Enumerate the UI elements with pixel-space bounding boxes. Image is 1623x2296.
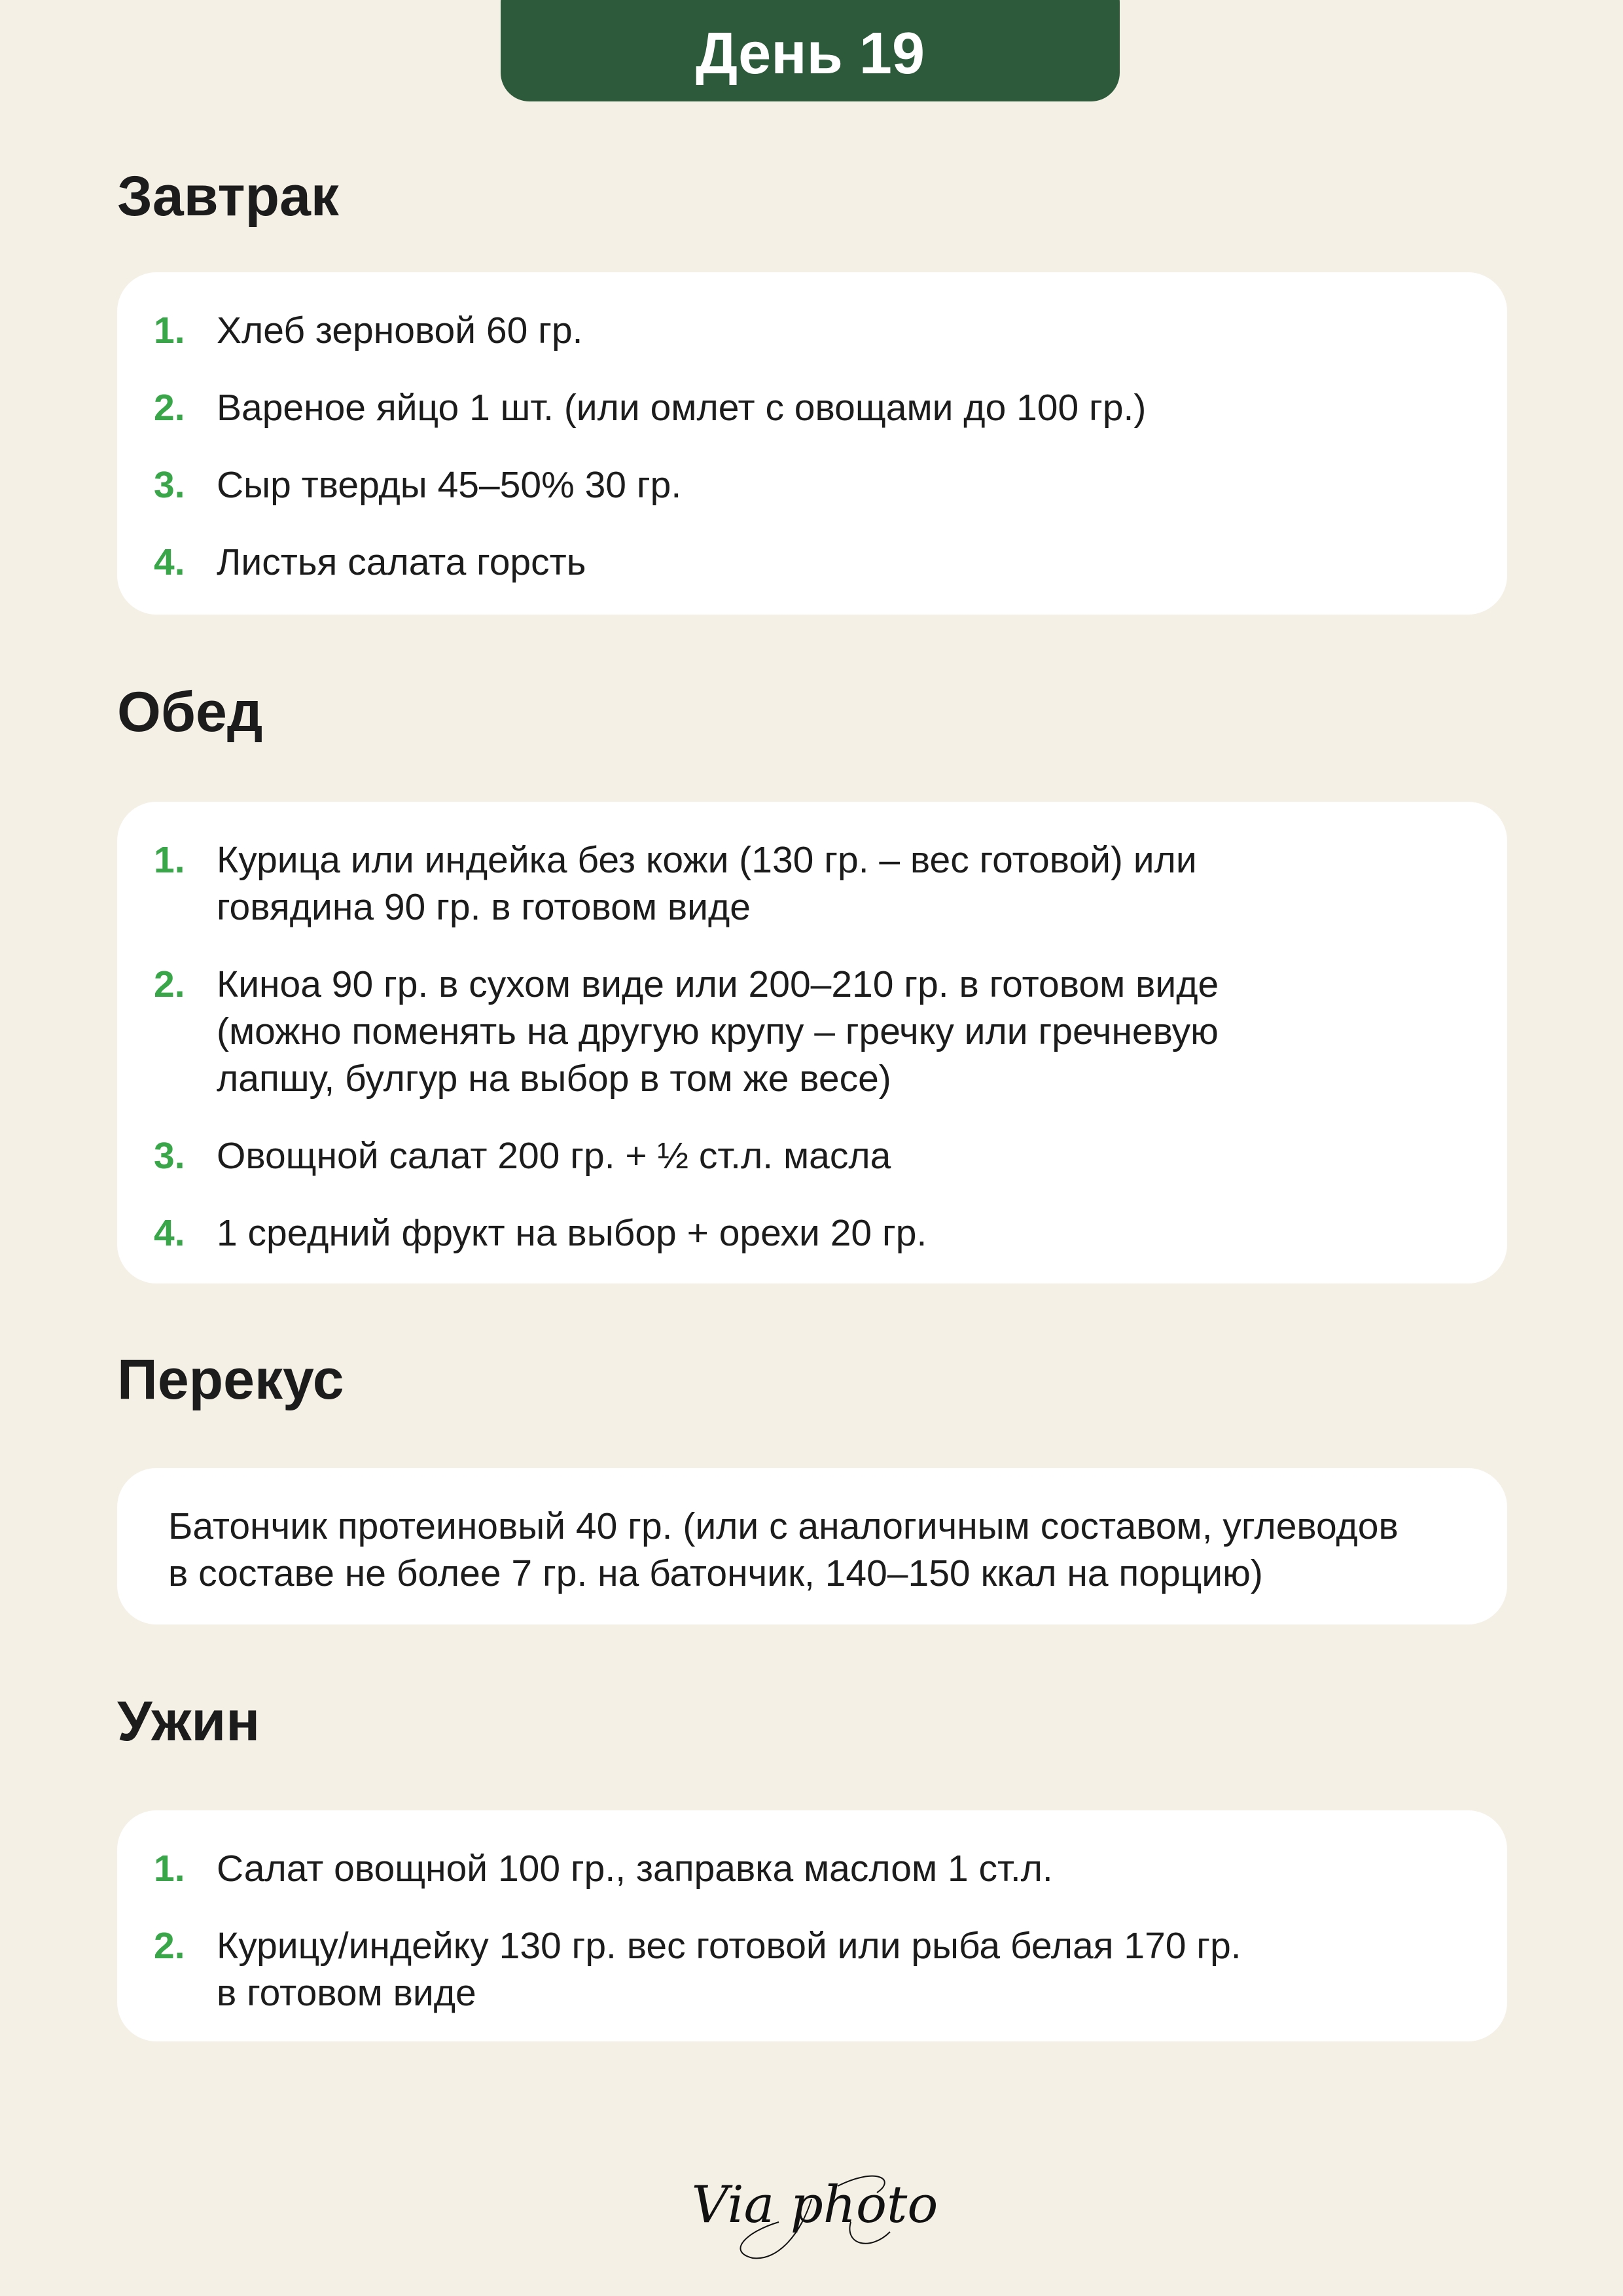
snack-text: Батончик протеиновый 40 гр. (или с аналогичным составом, углеводов в составе не более 7 гр. на батончик, 140–150 ккал на порцию): [168, 1505, 1399, 1594]
via-photo-logo: [681, 2160, 949, 2265]
item-number: 1.: [154, 310, 185, 351]
breakfast-card: [117, 272, 1507, 615]
section-heading-lunch: Обед: [117, 681, 263, 744]
item-text: Курица или индейка без кожи (130 гр. – вес готовой) или говядина 90 гр. в готовом виде: [217, 839, 1197, 928]
list-item: [154, 384, 1468, 431]
item-text: Салат овощной 100 гр., заправка маслом 1 ст.л.: [217, 1848, 1053, 1890]
item-number: 2.: [154, 387, 185, 429]
item-number: 1.: [154, 1848, 185, 1890]
day-title: День 19: [695, 21, 925, 86]
list-item: [154, 1845, 1468, 1892]
dinner-card: [117, 1810, 1507, 2041]
list-item: [154, 836, 1468, 931]
item-text: Сыр тверды 45–50% 30 гр.: [217, 464, 682, 506]
item-text: Листья салата горсть: [217, 541, 586, 583]
day-title-banner: [501, 0, 1120, 101]
item-number: 2.: [154, 963, 185, 1005]
list-item: [154, 539, 1468, 586]
logo-text: Via photo: [691, 2176, 938, 2234]
snack-card: [117, 1468, 1507, 1624]
list-item: [154, 1132, 1468, 1179]
item-number: 3.: [154, 464, 185, 506]
section-heading-snack: Перекус: [117, 1348, 344, 1411]
item-number: 4.: [154, 541, 185, 583]
item-text: Хлеб зерновой 60 гр.: [217, 310, 583, 351]
list-item: [154, 1210, 1468, 1257]
list-item: [154, 307, 1468, 354]
item-text: Курицу/индейку 130 гр. вес готовой или рыба белая 170 гр. в готовом виде: [217, 1925, 1241, 2014]
lunch-card: [117, 802, 1507, 1283]
item-number: 1.: [154, 839, 185, 881]
item-text: 1 средний фрукт на выбор + орехи 20 гр.: [217, 1212, 927, 1254]
section-heading-dinner: Ужин: [117, 1690, 260, 1753]
item-text: Киноа 90 гр. в сухом виде или 200–210 гр. в готовом виде (можно поменять на другую крупу – гречку или гречневую лапшу, булгур на выбор в том же весе): [217, 963, 1219, 1100]
item-text: Овощной салат 200 гр. + ½ ст.л. масла: [217, 1135, 891, 1177]
list-item: [154, 1922, 1468, 2017]
item-number: 4.: [154, 1212, 185, 1254]
item-number: 3.: [154, 1135, 185, 1177]
item-text: Вареное яйцо 1 шт. (или омлет с овощами до 100 гр.): [217, 387, 1147, 429]
item-number: 2.: [154, 1925, 185, 1967]
list-item: [154, 461, 1468, 509]
section-heading-breakfast: Завтрак: [117, 165, 339, 228]
list-item: [154, 961, 1468, 1102]
